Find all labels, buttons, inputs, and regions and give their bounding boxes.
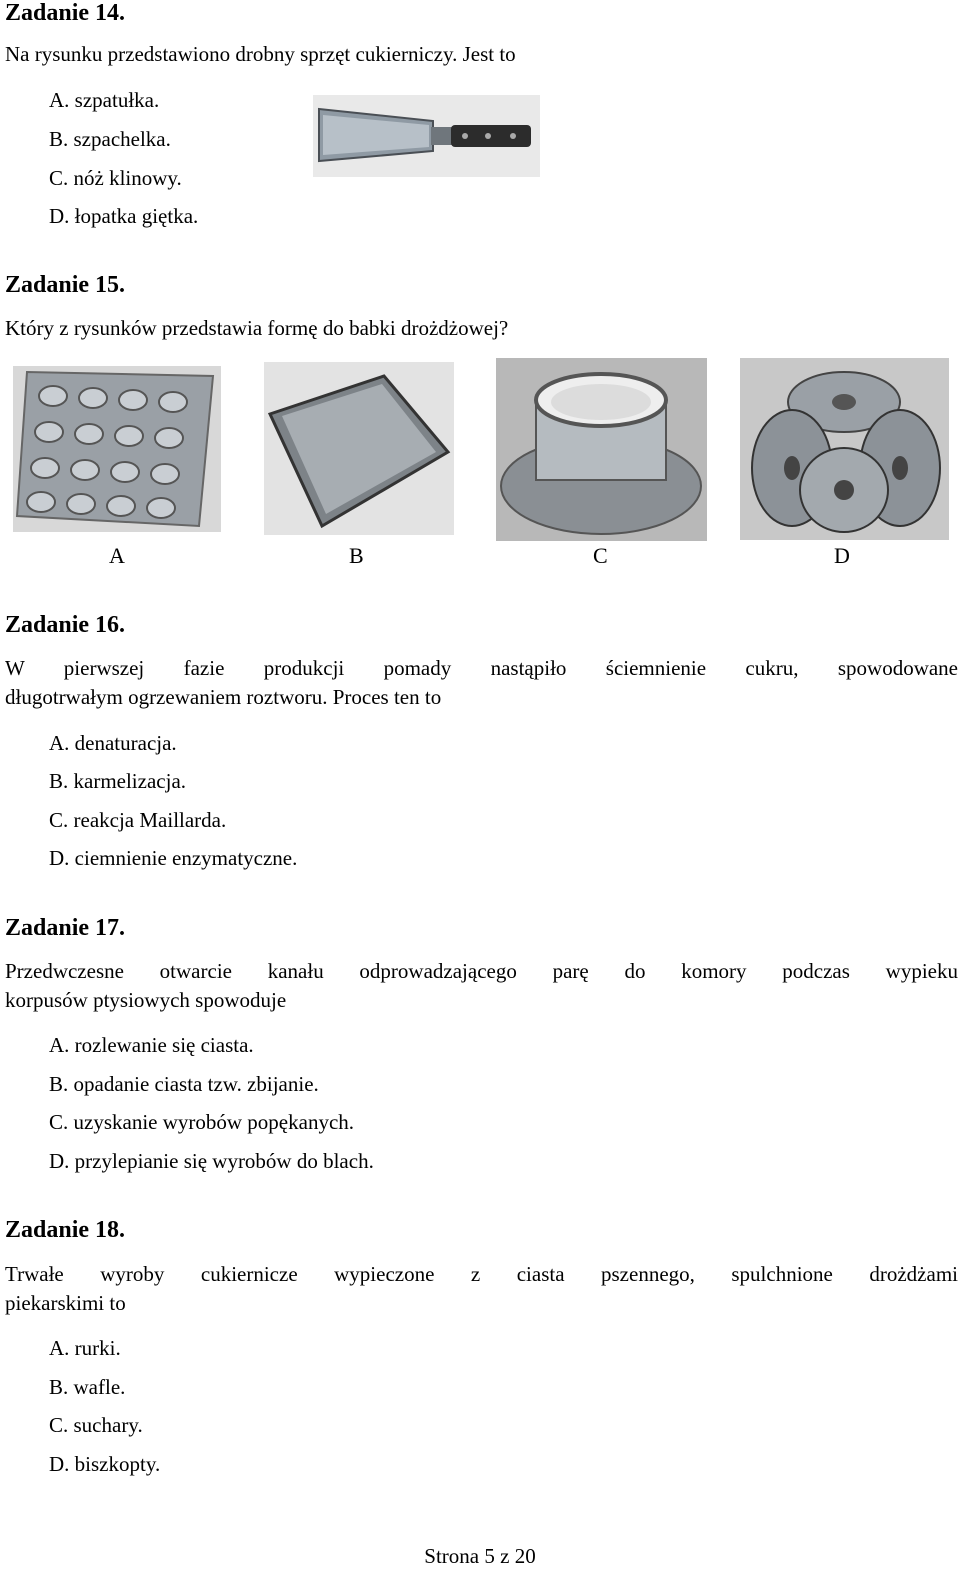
q16-option-a: A. denaturacja.: [49, 731, 177, 755]
q15-question: Który z rysunków przedstawia formę do babki drożdżowej?: [5, 316, 509, 340]
q15-label-b: B: [349, 543, 364, 568]
q18-question-line2: piekarskimi to: [5, 1291, 126, 1315]
q16-question-line2: długotrwałym ogrzewaniem roztworu. Proces ten to: [5, 685, 442, 709]
q16-title: Zadanie 16.: [5, 612, 126, 638]
q14-option-c: C. nóż klinowy.: [49, 166, 182, 190]
q16-option-c: C. reakcja Maillarda.: [49, 808, 227, 832]
q18-option-c: C. suchary.: [49, 1413, 143, 1437]
q15-label-d: D: [834, 543, 850, 568]
bundt-molds-photo: [740, 358, 949, 540]
baking-sheet-photo: [264, 362, 454, 535]
q17-option-d: D. przylepianie się wyrobów do blach.: [49, 1149, 374, 1173]
q16-option-d: D. ciemnienie enzymatyczne.: [49, 846, 298, 870]
q18-option-b: B. wafle.: [49, 1375, 126, 1399]
q18-question-line1: Trwałe wyroby cukiernicze wypieczone z ciasta pszennego, spulchnione drożdżami: [5, 1262, 958, 1286]
q17-option-c: C. uzyskanie wyrobów popękanych.: [49, 1110, 355, 1134]
q15-label-a: A: [109, 543, 125, 568]
muffin-tray-photo: [13, 366, 221, 532]
q14-question: Na rysunku przedstawiono drobny sprzęt cukierniczy. Jest to: [5, 42, 516, 66]
q16-option-b: B. karmelizacja.: [49, 769, 187, 793]
q14-option-a: A. szpatułka.: [49, 88, 160, 112]
q17-question-line2: korpusów ptysiowych spowoduje: [5, 988, 287, 1012]
round-ring-mold-photo: [496, 358, 707, 541]
q14-option-b: B. szpachelka.: [49, 127, 171, 151]
q15-title: Zadanie 15.: [5, 272, 126, 298]
q14-title: Zadanie 14.: [5, 0, 126, 26]
q16-question-line1: W pierwszej fazie produkcji pomady nastąpiło ściemnienie cukru, spowodowane: [5, 656, 958, 680]
q17-question-line1: Przedwczesne otwarcie kanału odprowadzającego parę do komory podczas wypieku: [5, 959, 958, 983]
spatula-photo: [313, 95, 540, 177]
q17-title: Zadanie 17.: [5, 915, 126, 941]
q17-option-b: B. opadanie ciasta tzw. zbijanie.: [49, 1072, 319, 1096]
q18-title: Zadanie 18.: [5, 1217, 126, 1243]
q15-label-c: C: [593, 543, 608, 568]
q18-option-a: A. rurki.: [49, 1336, 121, 1360]
page-number: Strona 5 z 20: [424, 1544, 536, 1568]
q18-option-d: D. biszkopty.: [49, 1452, 161, 1476]
q17-option-a: A. rozlewanie się ciasta.: [49, 1033, 254, 1057]
q14-option-d: D. łopatka giętka.: [49, 204, 199, 228]
